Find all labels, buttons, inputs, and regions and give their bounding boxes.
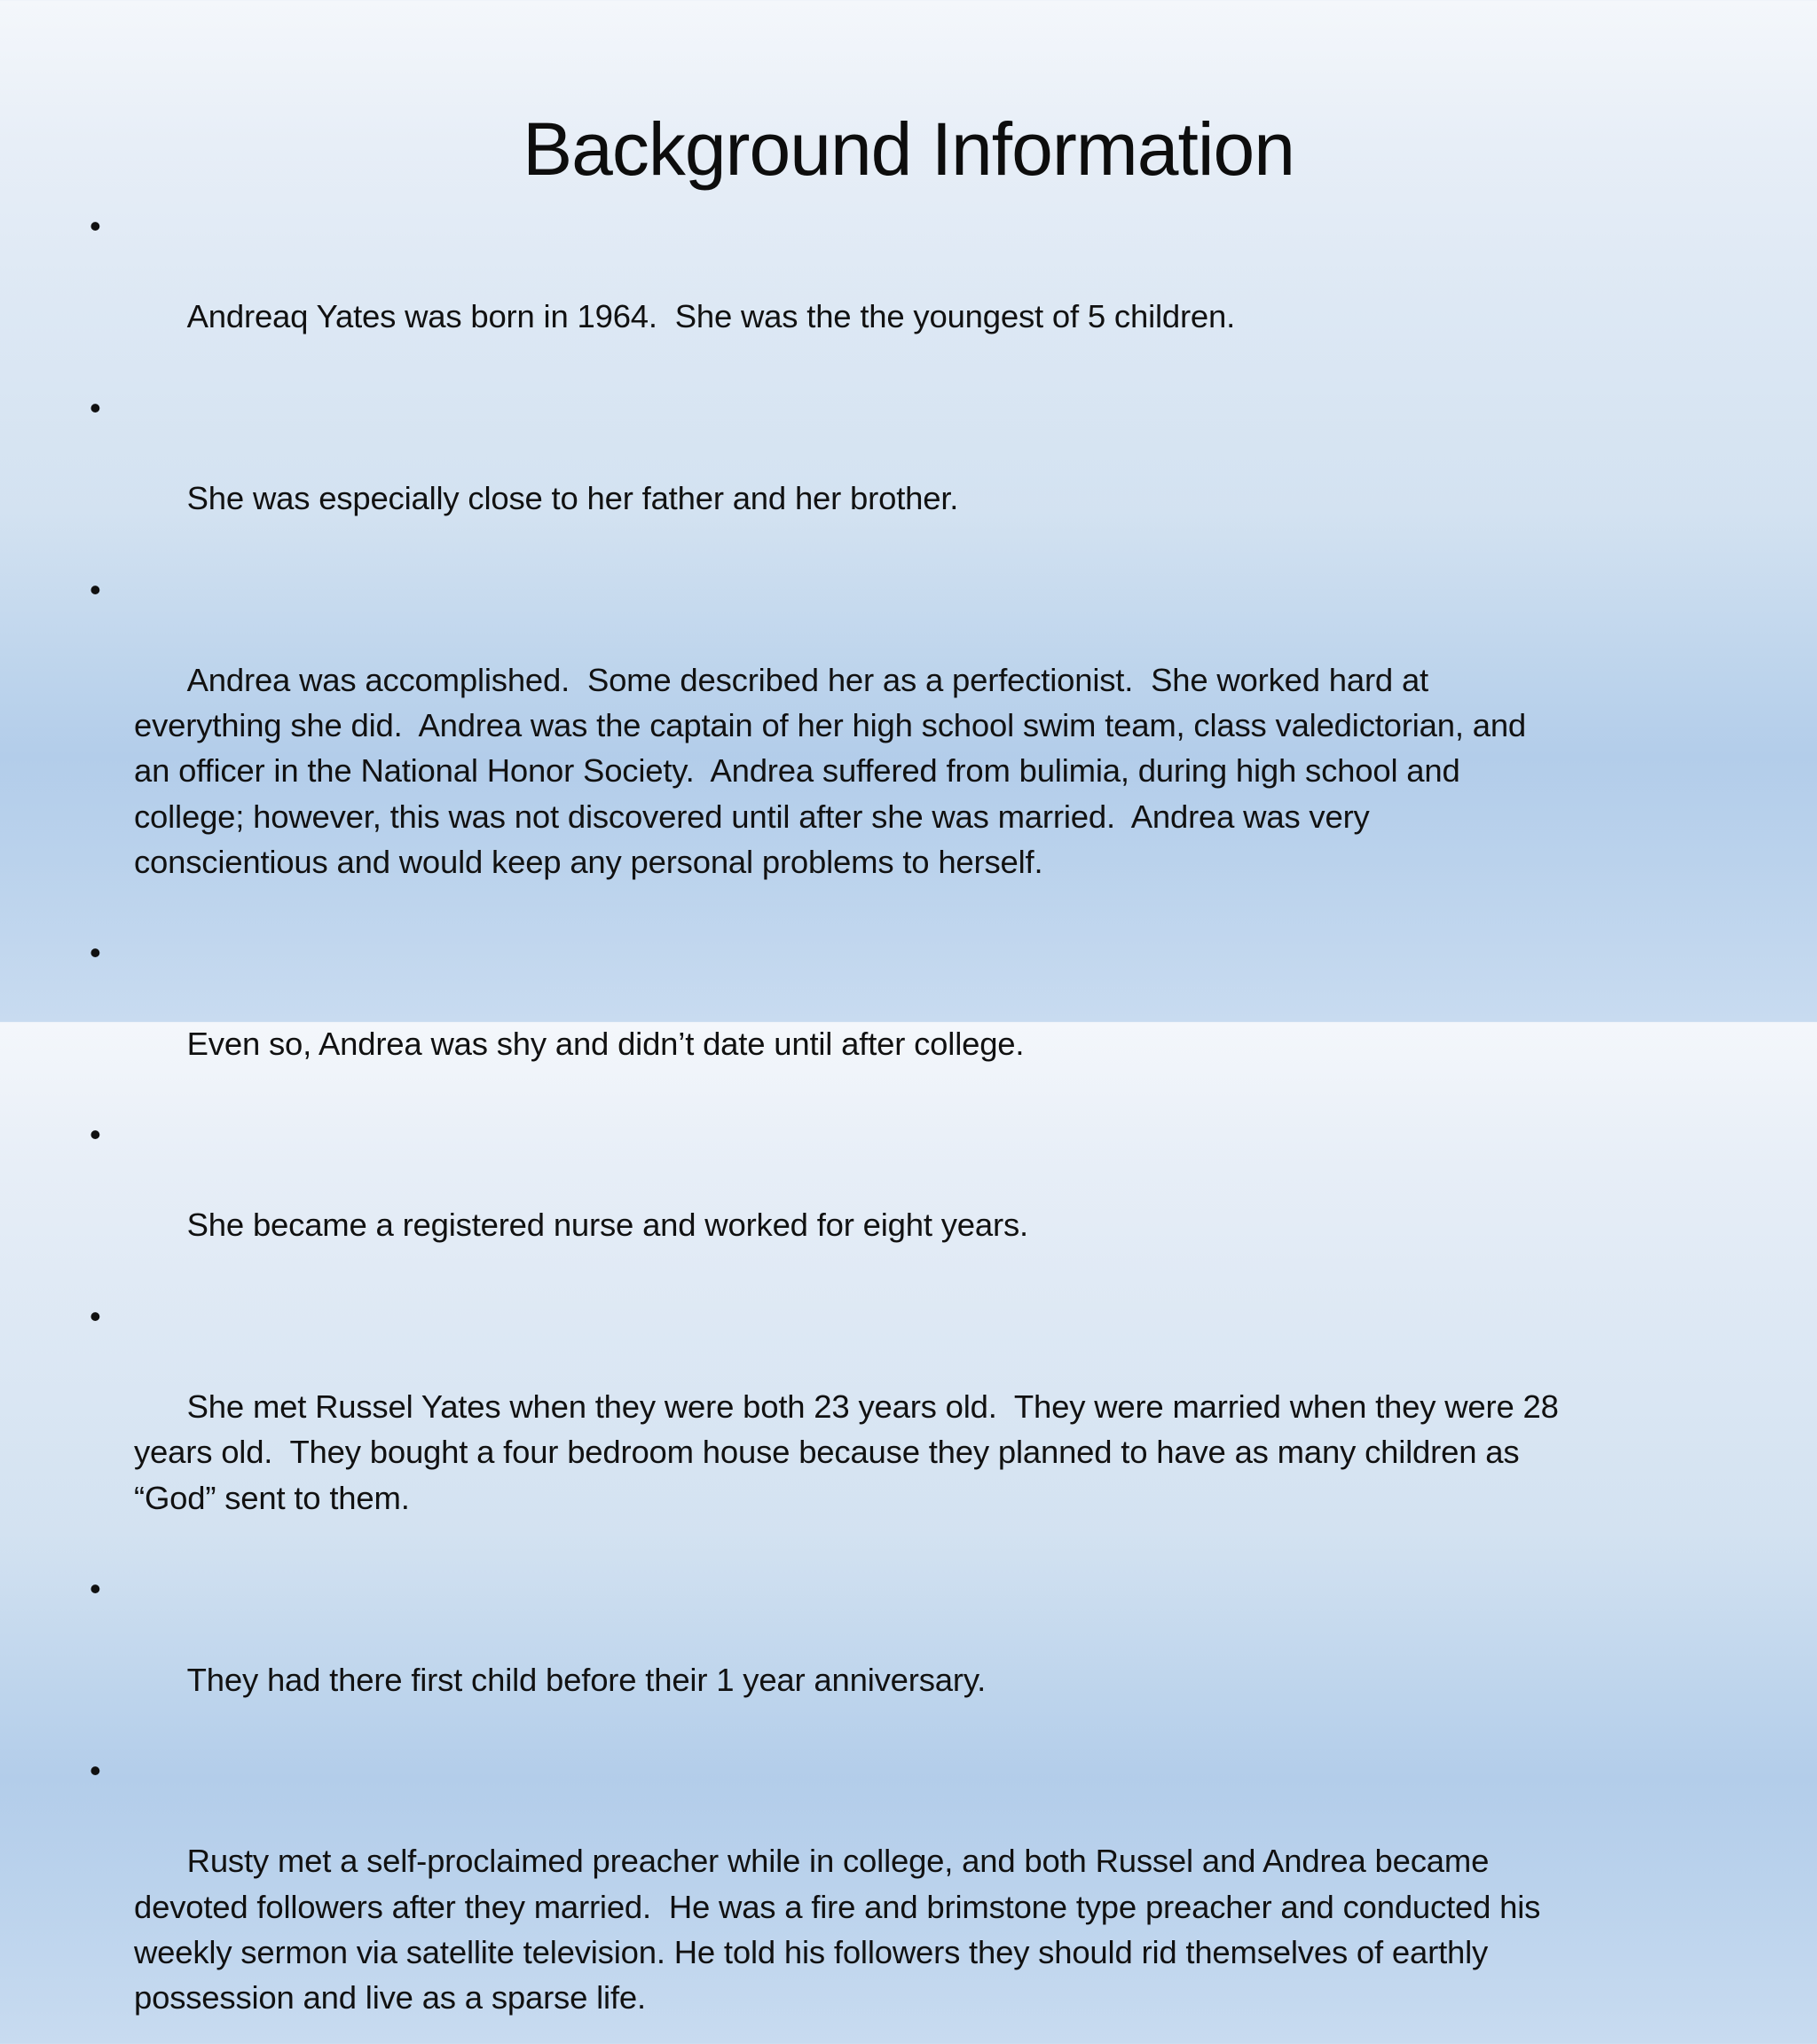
bullet-item [90,930,1562,1112]
bullet-text: She became a registered nurse and worked for eight years. [186,1207,1028,1244]
bullet-item [90,385,1562,567]
bullet-text: They had there first child before their 1 year anniversary. [186,1661,987,1698]
bullet-dot-icon: • [90,934,101,971]
bullet-dot-icon: • [90,570,101,608]
bullet-item [90,1566,1562,1748]
bullet-text: Rusty met a self-proclaimed preacher while in college, and both Russel and Andrea became devoted followers after they married. He was a fire and brimstone type preacher and conducted his weekly sermon via satellite television. He told his followers they should rid themselves of earthly possession and live as a sparse life. [134,1843,1550,2016]
bullet-item [90,1293,1568,1566]
bullet-dot-icon: • [90,1116,101,1153]
bullet-item [90,567,1562,931]
slide-title: Background Information [523,107,1294,191]
bullet-text: She met Russel Yates when they were both 23 years old. They were married when they were 28 years old. They bought a four bedroom house because they planned to have as many children as “God” sent to them. [134,1388,1568,1516]
bullet-dot-icon: • [90,1570,101,1608]
bullet-dot-icon: • [90,389,101,426]
bullet-text: She was especially close to her father and her brother. [186,480,959,517]
bullet-dot-icon: • [90,1751,101,1788]
bullet-item [90,1112,1562,1293]
bullet-text: Andreaq Yates was born in 1964. She was the the youngest of 5 children. [186,298,1236,335]
bullet-item [90,203,1562,385]
bullet-text: Andrea was accomplished. Some described her as a perfectionist. She worked hard at everything she did. Andrea was the captain of her high school swim team, class valedictorian, and an officer in the National Honor Society. Andrea suffered from bulimia, during high school and college; however, this was not discovered until after she was married. Andrea was very conscientious and would keep any personal problems to herself. [134,662,1535,880]
bullet-dot-icon: • [90,208,101,244]
bullet-item [90,1748,1562,2044]
bullet-list [90,203,1568,2044]
bullet-dot-icon: • [90,1297,101,1334]
bullet-text: Even so, Andrea was shy and didn’t date until after college. [186,1025,1025,1062]
